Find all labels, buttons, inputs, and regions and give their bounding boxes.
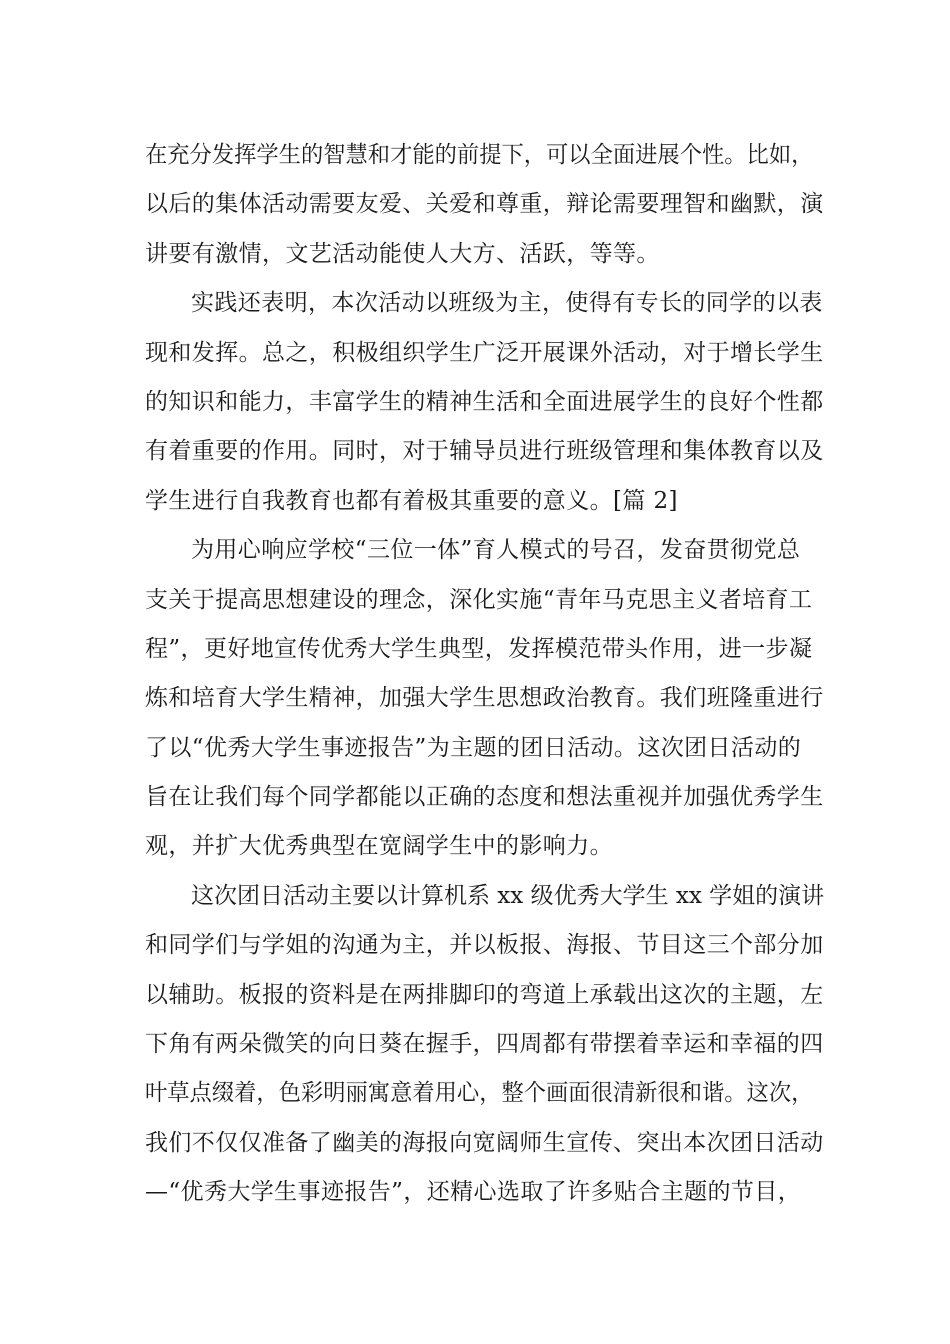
text-line: 在充分发挥学生的智慧和才能的前提下，可以全面进展个性。比如，: [145, 142, 814, 168]
text-line: 以后的集体活动需要友爱、关爱和尊重，辩论需要理智和幽默，演: [145, 191, 824, 218]
text-line: 这次团日活动主要以计算机系 xx 级优秀大学生 xx 学姐的演讲: [191, 882, 825, 909]
text-line: 旨在让我们每个同学都能以正确的态度和想法重视并加强优秀学生: [145, 784, 824, 811]
text-line: 和同学们与学姐的沟通为主，并以板报、海报、节目这三个部分加: [145, 932, 824, 959]
text-line: 学生进行自我教育也都有着极其重要的意义。[篇 2]: [145, 487, 678, 514]
text-line: 我们不仅仅准备了幽美的海报向宽阔师生宣传、突出本次团日活动: [145, 1129, 824, 1156]
text-line: 的知识和能力，丰富学生的精神生活和全面进展学生的良好个性都: [145, 388, 824, 415]
text-line: 现和发挥。总之，积极组织学生广泛开展课外活动，对于增长学生: [145, 339, 824, 366]
text-line: 有着重要的作用。同时，对于辅导员进行班级管理和集体教育以及: [145, 438, 824, 465]
text-line: 程”，更好地宣传优秀大学生典型，发挥模范带头作用，进一步凝: [145, 635, 813, 662]
text-line: 支关于提高思想建设的理念，深化实施“青年马克思主义者培育工: [145, 586, 813, 613]
text-line: 实践还表明，本次活动以班级为主，使得有专长的同学的以表: [191, 290, 823, 317]
text-line: 观，并扩大优秀典型在宽阔学生中的影响力。: [145, 833, 613, 860]
text-line: 讲要有激情，文艺活动能使人大方、活跃，等等。: [145, 240, 660, 267]
text-line: 以辅助。板报的资料是在两排脚印的弯道上承载出这次的主题，左: [145, 981, 824, 1008]
body-text: [145, 131, 825, 1218]
text-line: 炼和培育大学生精神，加强大学生思想政治教育。我们班隆重进行: [145, 685, 824, 712]
text-line: —“优秀大学生事迹报告”，还精心选取了许多贴合主题的节目，: [145, 1179, 802, 1206]
text-line: 了以“优秀大学生事迹报告”为主题的团日活动。这次团日活动的: [145, 734, 802, 761]
text-line: 叶草点缀着，色彩明丽寓意着用心，整个画面很清新很和谐。这次，: [145, 1080, 814, 1107]
text-line: 下角有两朵微笑的向日葵在握手，四周都有带摆着幸运和幸福的四: [145, 1031, 824, 1058]
text-line: 为用心响应学校“三位一体”育人模式的号召，发奋贯彻党总: [191, 537, 801, 564]
